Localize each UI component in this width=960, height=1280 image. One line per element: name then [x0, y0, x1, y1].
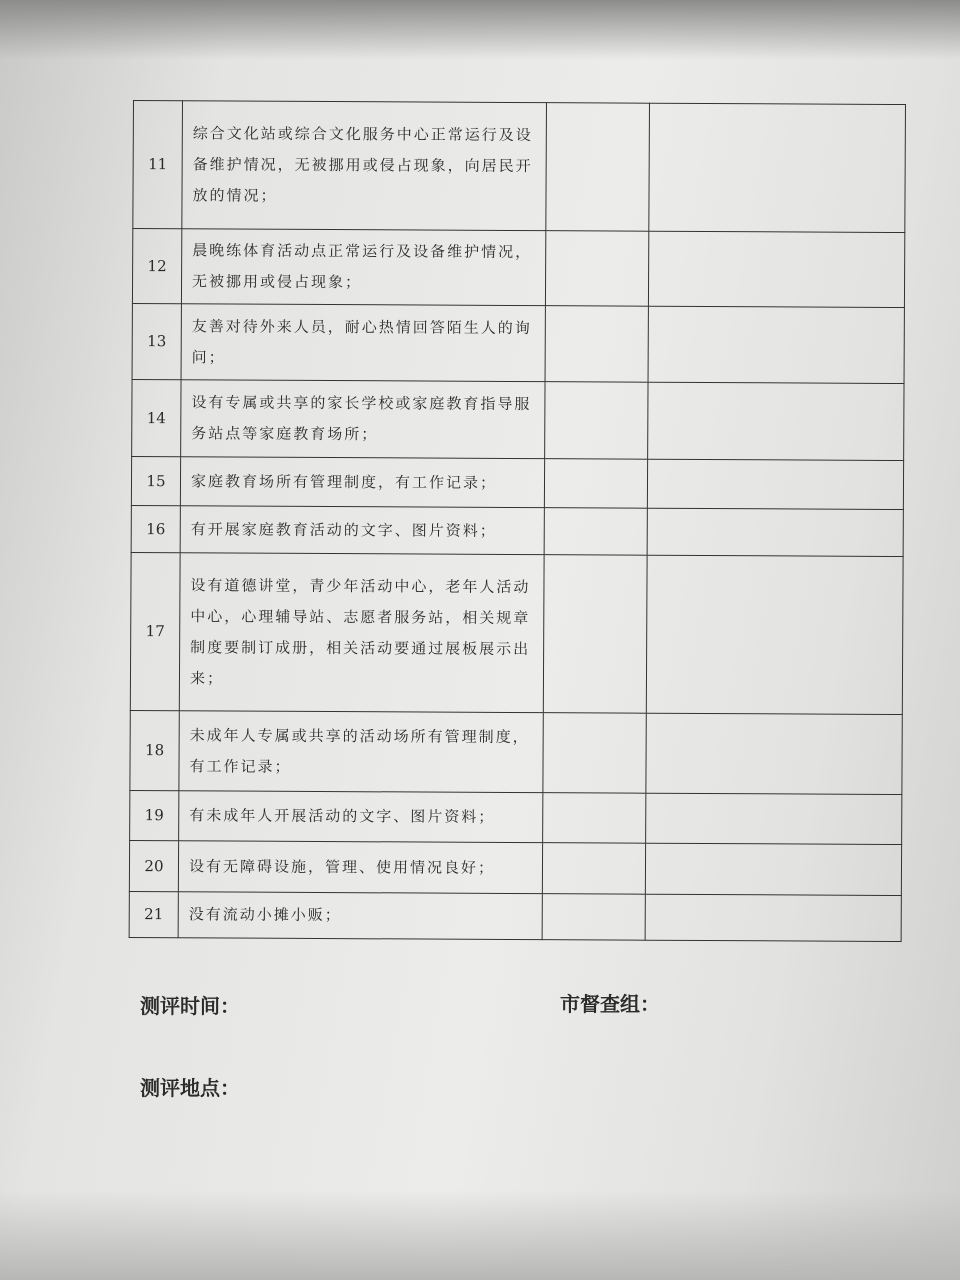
score-cell[interactable] [543, 713, 646, 794]
score-cell[interactable] [542, 894, 645, 941]
score-cell[interactable] [542, 843, 645, 895]
remark-cell[interactable] [646, 555, 903, 714]
remark-cell[interactable] [646, 793, 902, 844]
row-number: 15 [131, 456, 180, 505]
row-number: 12 [132, 229, 181, 304]
table-row [130, 552, 903, 714]
table-row [130, 710, 902, 794]
row-item-text: 综合文化站或综合文化服务中心正常运行及设备维护情况，无被挪用或侵占现象，向居民开放的情况； [182, 101, 547, 231]
remark-cell[interactable] [645, 894, 901, 941]
table-row [132, 229, 904, 308]
row-item-text: 晨晚练体育活动点正常运行及设备维护情况，无被挪用或侵占现象； [181, 229, 545, 306]
score-cell[interactable] [546, 103, 650, 232]
table-row [132, 379, 904, 460]
remark-cell[interactable] [648, 231, 904, 307]
inspection-group-label: 市督查组： [560, 992, 660, 1016]
table-row [132, 303, 904, 383]
row-item-text: 设有道德讲堂，青少年活动中心，老年人活动中心，心理辅导站、志愿者服务站，相关规章制度要制订成册，相关活动要通过展板展示出来； [179, 553, 544, 713]
score-cell[interactable] [543, 555, 647, 714]
remark-cell[interactable] [647, 508, 903, 556]
table-row [131, 456, 903, 509]
row-item-text: 设有专属或共享的家长学校或家庭教育指导服务站点等家庭教育场所； [181, 380, 545, 459]
row-number: 16 [131, 505, 180, 552]
top-shadow [0, 0, 960, 60]
remark-cell[interactable] [649, 103, 906, 232]
row-item-text: 未成年人专属或共享的活动场所有管理制度，有工作记录； [179, 711, 543, 793]
row-number: 18 [130, 710, 179, 790]
row-item-text: 有未成年人开展活动的文字、图片资料； [179, 791, 543, 843]
score-cell[interactable] [544, 508, 647, 556]
remark-cell[interactable] [645, 843, 901, 895]
row-item-text: 家庭教育场所有管理制度，有工作记录； [180, 457, 544, 508]
row-item-text: 没有流动小摊小贩； [178, 892, 542, 940]
row-item-text: 有开展家庭教育活动的文字、图片资料； [180, 506, 544, 555]
score-cell[interactable] [543, 793, 646, 844]
evaluation-place-label: 测评地点： [140, 1076, 240, 1100]
row-item-text: 设有无障碍设施，管理、使用情况良好； [178, 841, 542, 894]
row-number: 11 [133, 101, 183, 229]
table-row [133, 101, 906, 233]
score-cell[interactable] [545, 231, 648, 307]
row-number: 14 [132, 379, 181, 456]
row-number: 17 [130, 552, 180, 710]
remark-cell[interactable] [646, 713, 902, 794]
row-item-text: 友善对待外来人员，耐心热情回答陌生人的询问； [181, 304, 545, 382]
row-number: 13 [132, 303, 181, 379]
evaluation-table [129, 100, 906, 942]
row-number: 20 [129, 840, 178, 891]
table-row [131, 505, 903, 556]
evaluation-time-label: 测评时间： [140, 994, 240, 1018]
table-row [130, 790, 902, 844]
bottom-shadow [0, 1190, 960, 1280]
table-row [129, 840, 901, 895]
score-cell[interactable] [545, 382, 648, 460]
score-cell[interactable] [545, 306, 648, 383]
remark-cell[interactable] [648, 382, 904, 460]
row-number: 21 [129, 891, 178, 937]
remark-cell[interactable] [648, 306, 904, 383]
score-cell[interactable] [544, 459, 647, 509]
table-row [129, 891, 901, 941]
remark-cell[interactable] [647, 459, 903, 509]
row-number: 19 [130, 790, 179, 840]
